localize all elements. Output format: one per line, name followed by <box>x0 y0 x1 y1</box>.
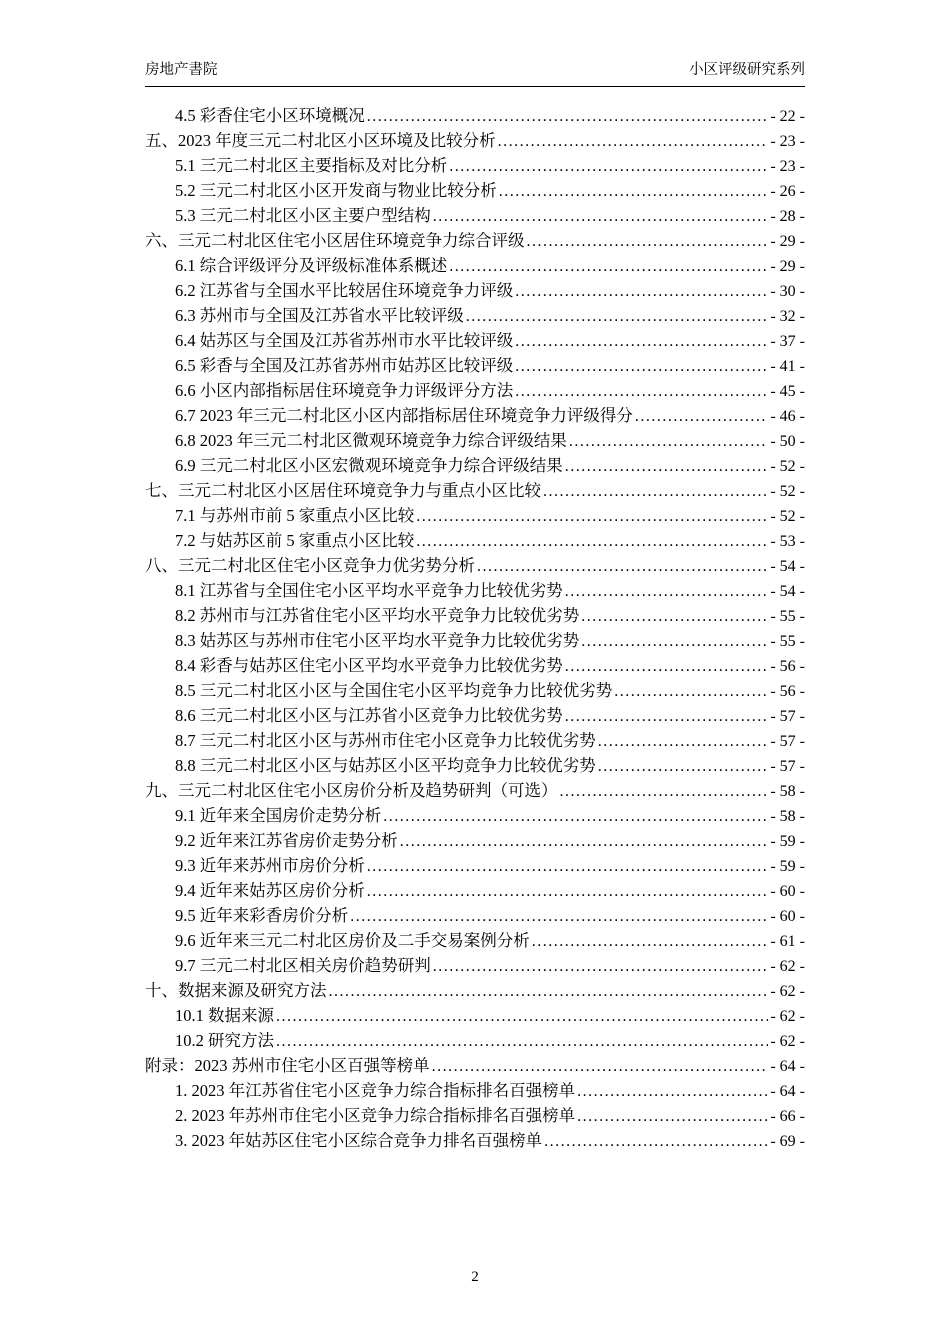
toc-entry[interactable] <box>145 953 805 978</box>
toc-leader-dots <box>350 903 768 929</box>
toc-leader-dots <box>527 228 769 254</box>
toc-entry[interactable] <box>145 203 805 228</box>
toc-leader-dots <box>515 278 768 304</box>
toc-entry-page: - 64 - <box>770 1058 805 1075</box>
toc-entry-page: - 23 - <box>770 133 805 150</box>
toc-entry[interactable] <box>145 1053 805 1078</box>
toc-entry[interactable] <box>145 553 805 578</box>
toc-leader-dots <box>276 1028 768 1054</box>
toc-leader-dots <box>569 428 768 454</box>
toc-leader-dots <box>400 828 769 854</box>
toc-entry[interactable] <box>145 328 805 353</box>
toc-entry-page: - 52 - <box>770 483 805 500</box>
toc-entry-title: 十、数据来源及研究方法 <box>145 981 327 1000</box>
toc-entry-title: 8.7 三元二村北区小区与苏州市住宅小区竞争力比较优劣势 <box>175 731 596 750</box>
toc-leader-dots <box>515 378 768 404</box>
toc-entry-page: - 56 - <box>770 658 805 675</box>
toc-leader-dots <box>367 853 769 879</box>
toc-entry-title: 6.9 三元二村北区小区宏微观环境竞争力综合评级结果 <box>175 456 563 475</box>
page-header <box>145 58 805 87</box>
toc-leader-dots <box>635 403 768 429</box>
toc-entry[interactable] <box>145 878 805 903</box>
toc-entry-page: - 29 - <box>770 258 805 275</box>
toc-entry-title: 九、三元二村北区住宅小区房价分析及趋势研判（可选） <box>145 781 558 800</box>
toc-entry-page: - 57 - <box>770 708 805 725</box>
toc-leader-dots <box>367 878 769 904</box>
toc-entry[interactable] <box>145 403 805 428</box>
toc-entry-title: 10.1 数据来源 <box>175 1006 274 1025</box>
toc-entry-page: - 59 - <box>770 858 805 875</box>
toc-entry-title: 八、三元二村北区住宅小区竞争力优劣势分析 <box>145 556 475 575</box>
toc-entry[interactable] <box>145 1103 805 1128</box>
toc-entry[interactable] <box>145 678 805 703</box>
toc-entry-title: 7.2 与姑苏区前 5 家重点小区比较 <box>175 531 415 550</box>
header-left-text: 房地产書院 <box>145 62 218 78</box>
toc-entry-title: 8.2 苏州市与江苏省住宅小区平均水平竞争力比较优劣势 <box>175 606 580 625</box>
toc-entry-page: - 62 - <box>770 1008 805 1025</box>
toc-entry-page: - 54 - <box>770 558 805 575</box>
toc-entry-title: 8.5 三元二村北区小区与全国住宅小区平均竞争力比较优劣势 <box>175 681 613 700</box>
toc-entry-title: 5.3 三元二村北区小区主要户型结构 <box>175 206 431 225</box>
toc-leader-dots <box>614 678 768 704</box>
toc-entry-title: 7.1 与苏州市前 5 家重点小区比较 <box>175 506 415 525</box>
toc-entry-title: 1. 2023 年江苏省住宅小区竞争力综合指标排名百强榜单 <box>175 1081 576 1100</box>
toc-entry-page: - 57 - <box>770 733 805 750</box>
toc-entry[interactable] <box>145 378 805 403</box>
toc-leader-dots <box>565 578 769 604</box>
toc-entry-page: - 52 - <box>770 508 805 525</box>
toc-entry[interactable] <box>145 753 805 778</box>
toc-leader-dots <box>577 1103 768 1129</box>
toc-leader-dots <box>532 928 769 954</box>
toc-entry-title: 9.1 近年来全国房价走势分析 <box>175 806 382 825</box>
toc-entry-page: - 62 - <box>770 1033 805 1050</box>
toc-entry[interactable] <box>145 528 805 553</box>
toc-entry-title: 9.4 近年来姑苏区房价分析 <box>175 881 365 900</box>
toc-entry-title: 10.2 研究方法 <box>175 1031 274 1050</box>
toc-entry[interactable] <box>145 1003 805 1028</box>
toc-entry-page: - 61 - <box>770 933 805 950</box>
toc-entry-page: - 57 - <box>770 758 805 775</box>
toc-entry[interactable] <box>145 628 805 653</box>
toc-entry[interactable] <box>145 478 805 503</box>
toc-entry[interactable] <box>145 978 805 1003</box>
toc-entry-title: 9.7 三元二村北区相关房价趋势研判 <box>175 956 431 975</box>
toc-entry-page: - 56 - <box>770 683 805 700</box>
toc-entry-title: 6.3 苏州市与全国及江苏省水平比较评级 <box>175 306 464 325</box>
toc-leader-dots <box>276 1003 768 1029</box>
toc-leader-dots <box>498 128 769 154</box>
toc-entry[interactable] <box>145 253 805 278</box>
toc-entry[interactable] <box>145 153 805 178</box>
toc-entry[interactable] <box>145 778 805 803</box>
toc-leader-dots <box>544 1128 768 1154</box>
toc-entry-title: 8.6 三元二村北区小区与江苏省小区竞争力比较优劣势 <box>175 706 563 725</box>
toc-entry-page: - 41 - <box>770 358 805 375</box>
toc-leader-dots <box>416 528 768 554</box>
toc-entry[interactable] <box>145 503 805 528</box>
toc-entry[interactable] <box>145 928 805 953</box>
toc-entry-title: 3. 2023 年姑苏区住宅小区综合竞争力排名百强榜单 <box>175 1131 543 1150</box>
toc-leader-dots <box>543 478 768 504</box>
toc-entry-page: - 22 - <box>770 108 805 125</box>
toc-entry[interactable] <box>145 1078 805 1103</box>
toc-entry-page: - 28 - <box>770 208 805 225</box>
toc-entry-page: - 30 - <box>770 283 805 300</box>
toc-entry-page: - 62 - <box>770 958 805 975</box>
toc-entry-page: - 66 - <box>770 1108 805 1125</box>
toc-entry[interactable] <box>145 828 805 853</box>
toc-entry-page: - 29 - <box>770 233 805 250</box>
toc-entry-page: - 58 - <box>770 783 805 800</box>
toc-entry-page: - 50 - <box>770 433 805 450</box>
toc-entry-title: 9.2 近年来江苏省房价走势分析 <box>175 831 398 850</box>
toc-entry[interactable] <box>145 728 805 753</box>
toc-leader-dots <box>565 653 769 679</box>
toc-entry-title: 8.4 彩香与姑苏区住宅小区平均水平竞争力比较优劣势 <box>175 656 563 675</box>
toc-leader-dots <box>515 328 768 354</box>
toc-entry-title: 6.6 小区内部指标居住环境竞争力评级评分方法 <box>175 381 514 400</box>
toc-entry[interactable] <box>145 603 805 628</box>
toc-entry-title: 8.1 江苏省与全国住宅小区平均水平竞争力比较优劣势 <box>175 581 563 600</box>
toc-entry[interactable] <box>145 428 805 453</box>
toc-entry-title: 4.5 彩香住宅小区环境概况 <box>175 106 365 125</box>
toc-entry[interactable] <box>145 103 805 128</box>
toc-entry[interactable] <box>145 703 805 728</box>
toc-leader-dots <box>515 353 768 379</box>
toc-entry-page: - 55 - <box>770 633 805 650</box>
toc-entry[interactable] <box>145 578 805 603</box>
toc-entry-page: - 46 - <box>770 408 805 425</box>
toc-entry-title: 五、2023 年度三元二村北区小区环境及比较分析 <box>145 131 496 150</box>
toc-leader-dots <box>577 1078 768 1104</box>
toc-entry[interactable] <box>145 1028 805 1053</box>
toc-entry-title: 6.2 江苏省与全国水平比较居住环境竞争力评级 <box>175 281 514 300</box>
toc-entry-title: 8.8 三元二村北区小区与姑苏区小区平均竞争力比较优劣势 <box>175 756 596 775</box>
toc-leader-dots <box>466 303 769 329</box>
toc-entry[interactable] <box>145 653 805 678</box>
page-number-footer: 2 <box>471 1269 479 1285</box>
toc-entry-page: - 58 - <box>770 808 805 825</box>
toc-leader-dots <box>477 553 768 579</box>
toc-leader-dots <box>598 753 769 779</box>
toc-entry[interactable] <box>145 228 805 253</box>
toc-leader-dots <box>449 153 768 179</box>
toc-entry-title: 8.3 姑苏区与苏州市住宅小区平均水平竞争力比较优劣势 <box>175 631 580 650</box>
toc-leader-dots <box>581 628 768 654</box>
toc-entry-page: - 23 - <box>770 158 805 175</box>
toc-entry-title: 附录：2023 苏州市住宅小区百强等榜单 <box>145 1056 430 1075</box>
toc-entry-page: - 60 - <box>770 883 805 900</box>
toc-entry-page: - 60 - <box>770 908 805 925</box>
toc-leader-dots <box>367 103 769 129</box>
toc-entry-title: 5.2 三元二村北区小区开发商与物业比较分析 <box>175 181 497 200</box>
toc-entry[interactable] <box>145 278 805 303</box>
toc-entry[interactable] <box>145 128 805 153</box>
toc-entry[interactable] <box>145 903 805 928</box>
toc-leader-dots <box>433 953 769 979</box>
toc-entry[interactable] <box>145 353 805 378</box>
toc-entry-title: 6.4 姑苏区与全国及江苏省苏州市水平比较评级 <box>175 331 514 350</box>
toc-leader-dots <box>433 203 769 229</box>
toc-entry[interactable] <box>145 178 805 203</box>
toc-entry-page: - 53 - <box>770 533 805 550</box>
header-right-text: 小区评级研究系列 <box>689 62 805 78</box>
toc-entry-title: 5.1 三元二村北区主要指标及对比分析 <box>175 156 448 175</box>
table-of-contents <box>145 103 805 1153</box>
toc-entry-page: - 55 - <box>770 608 805 625</box>
toc-entry-page: - 52 - <box>770 458 805 475</box>
toc-leader-dots <box>598 728 769 754</box>
toc-entry-page: - 62 - <box>770 983 805 1000</box>
toc-entry-title: 6.7 2023 年三元二村北区小区内部指标居住环境竞争力评级得分 <box>175 406 633 425</box>
toc-entry[interactable] <box>145 1128 805 1153</box>
toc-leader-dots <box>565 703 769 729</box>
toc-entry-title: 2. 2023 年苏州市住宅小区竞争力综合指标排名百强榜单 <box>175 1106 576 1125</box>
toc-entry-title: 6.5 彩香与全国及江苏省苏州市姑苏区比较评级 <box>175 356 514 375</box>
toc-entry-title: 9.5 近年来彩香房价分析 <box>175 906 349 925</box>
toc-entry-title: 9.6 近年来三元二村北区房价及二手交易案例分析 <box>175 931 530 950</box>
toc-entry-page: - 32 - <box>770 308 805 325</box>
toc-leader-dots <box>560 778 769 804</box>
toc-entry-title: 6.1 综合评级评分及评级标准体系概述 <box>175 256 448 275</box>
toc-leader-dots <box>581 603 768 629</box>
toc-leader-dots <box>383 803 768 829</box>
toc-leader-dots <box>565 453 769 479</box>
toc-entry[interactable] <box>145 453 805 478</box>
toc-leader-dots <box>499 178 769 204</box>
toc-leader-dots <box>329 978 769 1004</box>
toc-entry-page: - 54 - <box>770 583 805 600</box>
toc-entry[interactable] <box>145 803 805 828</box>
toc-entry-page: - 64 - <box>770 1083 805 1100</box>
toc-entry-page: - 26 - <box>770 183 805 200</box>
toc-entry-title: 六、三元二村北区住宅小区居住环境竞争力综合评级 <box>145 231 525 250</box>
toc-leader-dots <box>432 1053 769 1079</box>
toc-entry[interactable] <box>145 303 805 328</box>
toc-entry[interactable] <box>145 853 805 878</box>
toc-entry-page: - 69 - <box>770 1133 805 1150</box>
toc-entry-title: 6.8 2023 年三元二村北区微观环境竞争力综合评级结果 <box>175 431 567 450</box>
toc-leader-dots <box>449 253 768 279</box>
toc-entry-title: 七、三元二村北区小区居住环境竞争力与重点小区比较 <box>145 481 541 500</box>
toc-entry-title: 9.3 近年来苏州市房价分析 <box>175 856 365 875</box>
toc-entry-page: - 45 - <box>770 383 805 400</box>
toc-leader-dots <box>416 503 768 529</box>
toc-entry-page: - 37 - <box>770 333 805 350</box>
toc-entry-page: - 59 - <box>770 833 805 850</box>
